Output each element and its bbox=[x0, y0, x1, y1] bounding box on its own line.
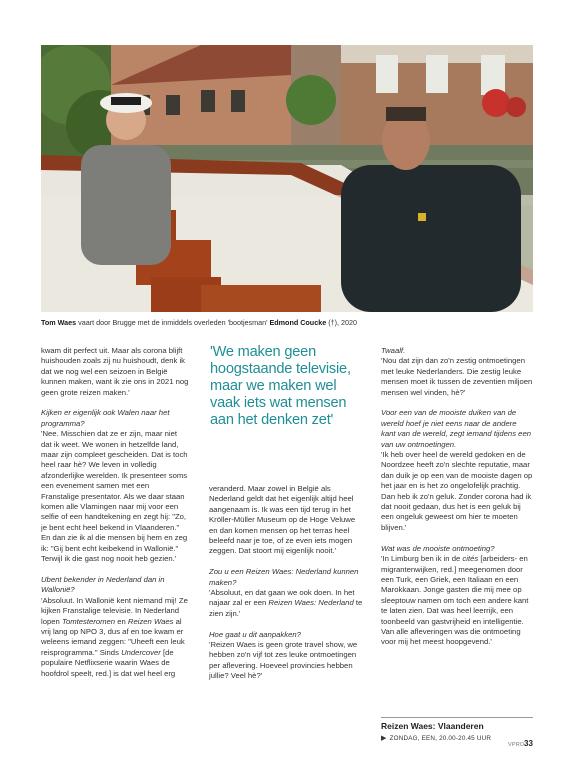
paragraph: 'Nou dat zijn dan zo'n zestig ontmoetingen met leuke Nederlanders. Die zestig leuke mensen moet ik tussen de zeventien miljoen mensen wel vinden, hè?' bbox=[381, 356, 533, 397]
caption-name-2: Edmond Coucke bbox=[269, 318, 327, 327]
paragraph: 'Nee. Misschien dat ze er zijn, maar niet dat ik weet. We wonen in hetzelfde land, maar zijn compleet gescheiden. Dat is toch heel raar hè? We leven in volledig afzonderlijke werelden. Ik presenteer soms een evenement samen met een Franstalige presentator. Als we daar staan komen alle Vlamingen naar mij voor een selfie of een handtekening en zegt hij: "Zo, je bent echt heel bekend in Vlaanderen." En dan zie ik al die mensen bij hem en zeg ik: "Gij bent echt keibekend in Wallonië." Terwijl ik die gast nog nooit heb gezien.' bbox=[41, 429, 188, 564]
pull-quote: 'We maken geen hoogstaande televisie, maar we maken wel vaak iets wat mensen aan het denken zet' bbox=[210, 344, 351, 428]
paragraph: 'Reizen Waes is geen grote travel show, we hebben zo'n vijf tot zes leuke ontmoetingen per aflevering. Hoeveel provincies hebben jullie? Veel hè?' bbox=[209, 640, 358, 681]
paragraph: 'Absoluut. In Wallonië kent niemand mij! Ze kijken Franstalige televisie. In Nederland lopen Tomtesteromen en Reizen Waes al vrij lang op NPO 3, dus af en toe kwam er weleens iemand zeggen: "Uheeft een leuk reisprogramma." Sinds Undercover [de populaire Netflixserie waarin Waes de hoofdrol speelt, red.] is dat wel heel erg bbox=[41, 595, 188, 678]
article-column-3 bbox=[381, 346, 533, 648]
page-number: 33 bbox=[524, 739, 533, 748]
broadcast-infobox bbox=[381, 717, 533, 744]
paragraph: 'Ik heb over heel de wereld gedoken en de Noordzee heeft zo'n slechte reputatie, maar dan duik je op een van de mooiste dagen op het jaar en is het zo ongelofelijk prachtig. Dan heb ik zo'n geluk. Zonder corona had ik dat nooit gedaan, dus het is een geluk bij een ongeluk geweest om hier te moeten blijven.' bbox=[381, 450, 533, 532]
caption-text: vaart door Brugge met de inmiddels overleden 'bootjesman' bbox=[76, 318, 270, 327]
article-column-2 bbox=[209, 484, 363, 682]
play-triangle-icon: ▶ bbox=[381, 735, 387, 742]
article-column-1 bbox=[41, 346, 189, 679]
paragraph: kwam dit perfect uit. Maar als corona blijft huishouden zoals zij nu huishoudt, denk ik dat we nog wel een seizoen in België kunnen maken, want ik zie ons in 2021 nog geen grote reizen maken.' bbox=[41, 346, 189, 397]
article-photo bbox=[41, 45, 533, 312]
brand-logo: VPRO bbox=[508, 742, 525, 748]
paragraph: 'In Limburg ben ik in de cités [arbeiders- en migrantenwijken, red.] meegenomen door een Turk, een Griek, een Italiaan en een Marokkaan. Jonge gasten die mij mee op sleeptouw namen om toch een andere kant te laten zien. Dat was heel leerrijk, een toonbeeld van gastvrijheid en intelligentie. Van alle afleveringen was die ontmoeting voor mij het meest hoopgevend.' bbox=[381, 554, 529, 647]
caption-name-1: Tom Waes bbox=[41, 318, 77, 327]
question: Hoe gaat u dit aanpakken? bbox=[209, 629, 301, 639]
schedule-text: ZONDAG, EEN, 20.00-20.45 UUR bbox=[389, 735, 492, 742]
caption-suffix: (†), 2020 bbox=[326, 318, 357, 327]
paragraph: 'Absoluut, en dat gaan we ook doen. In het najaar zal er een Reizen Waes: Nederland te zien zijn.' bbox=[209, 588, 363, 618]
paragraph: veranderd. Maar zowel in België als Nederland geldt dat het eigenlijk altijd heel aangenaam is. Ik was een tijd terug in het Kröller-Müller Museum op de Hoge Veluwe en dan komen mensen op het terras heel beleefd naar je toe, of ze even iets mogen zeggen. Dat stoort mij eigenlijk nooit.' bbox=[209, 484, 356, 556]
question: Voor een van de mooiste duiken van de wereld hoef je niet eens naar de andere kant van de wereld, zegt iemand tijdens een van uw ontmoetingen. bbox=[381, 408, 532, 449]
question: Ubent bekender in Nederland dan in Wallonië? bbox=[41, 574, 165, 595]
question: Kijken er eigenlijk ook Walen naar het programma? bbox=[41, 408, 170, 428]
photo-caption bbox=[41, 318, 533, 328]
infobox-title: Reizen Waes: Vlaanderen bbox=[381, 721, 484, 731]
question: Wat was de mooiste ontmoeting? bbox=[381, 543, 495, 553]
question: Twaalf. bbox=[381, 346, 406, 355]
question: Zou u een Reizen Waes: Nederland kunnen maken? bbox=[209, 567, 359, 587]
